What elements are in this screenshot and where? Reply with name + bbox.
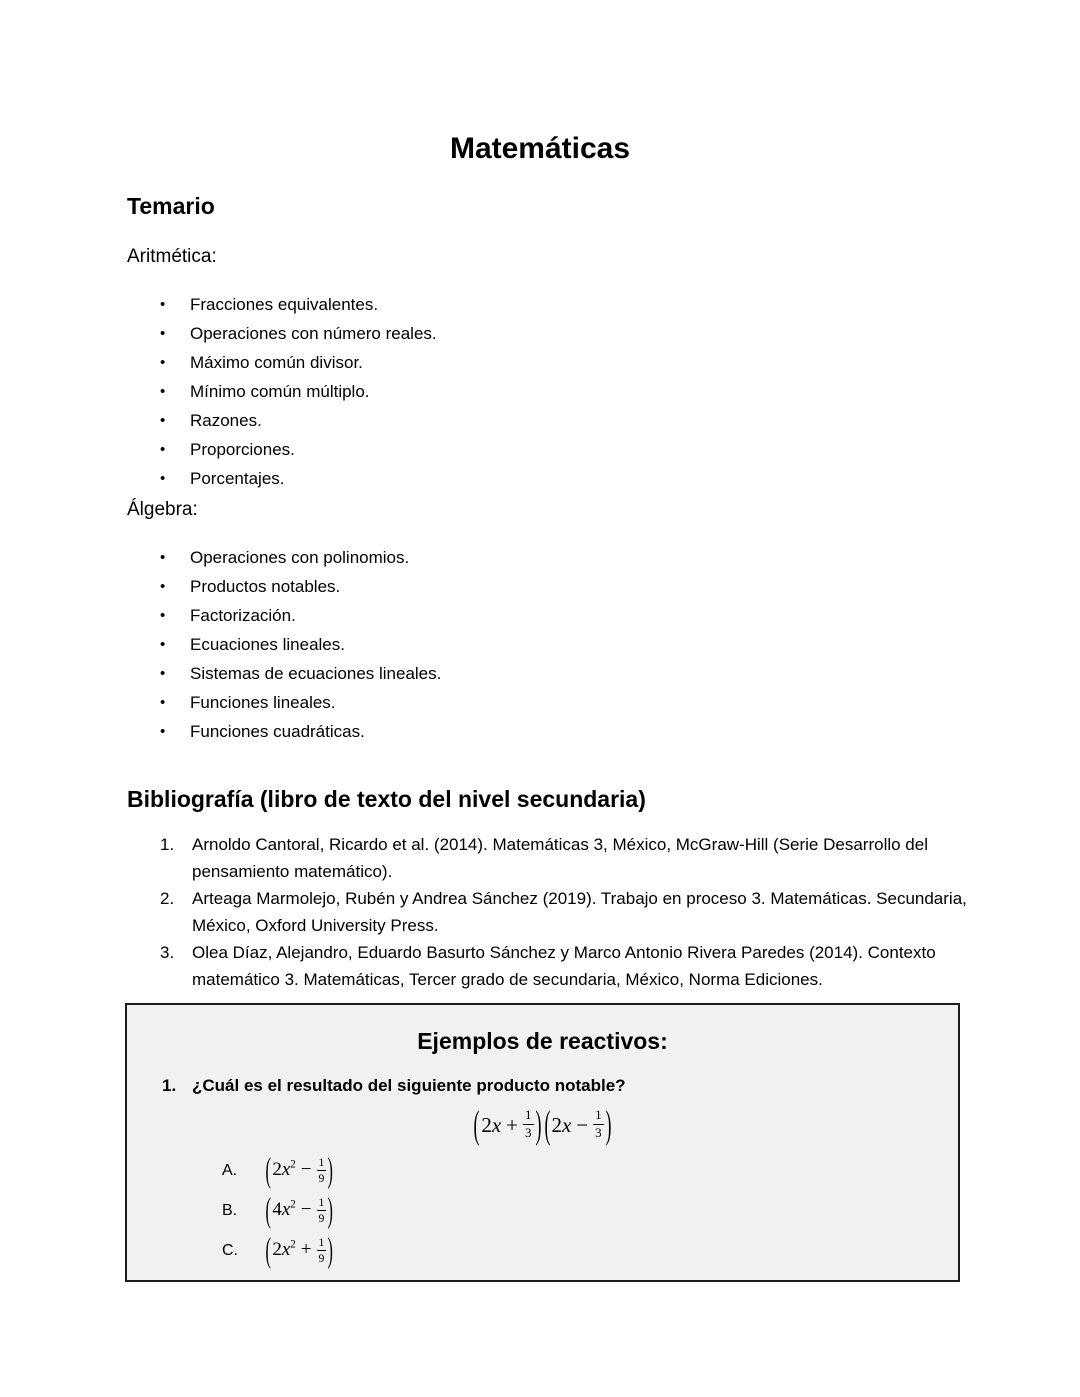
question-row xyxy=(162,1075,958,1097)
bullet-icon: • xyxy=(160,723,166,740)
bullet-icon: • xyxy=(160,383,166,400)
question-text: ¿Cuál es el resultado del siguiente producto notable? xyxy=(192,1076,626,1095)
fraction-denominator: 9 xyxy=(318,1251,325,1265)
variable: x xyxy=(491,1112,502,1137)
list-item-label: Máximo común divisor. xyxy=(190,353,363,372)
list-item-label: Funciones lineales. xyxy=(190,693,336,712)
exponent: 2 xyxy=(290,1199,296,1212)
variable: x xyxy=(562,1112,572,1137)
operator: − xyxy=(576,1112,589,1137)
fraction xyxy=(317,1156,327,1185)
temario-heading: Temario xyxy=(127,193,215,219)
bullet-icon: • xyxy=(160,412,166,429)
ejemplos-box xyxy=(125,1003,960,1282)
bibliography-item xyxy=(127,939,972,993)
exponent: 2 xyxy=(290,1239,296,1252)
bibliography-text: Arteaga Marmolejo, Rubén y Andrea Sánchez (2019). Trabajo en proceso 3. Matemáticas. Secundaria, México, Oxford University Press. xyxy=(192,889,967,935)
left-paren-glyph: ( xyxy=(265,1191,271,1231)
operator: + xyxy=(506,1112,518,1137)
coefficient: 4 xyxy=(272,1199,282,1221)
product-formula xyxy=(127,1099,958,1151)
list-item xyxy=(127,406,965,435)
option-formula xyxy=(264,1191,335,1231)
operator: − xyxy=(300,1159,312,1181)
list-item xyxy=(127,319,965,348)
fraction-denominator: 9 xyxy=(318,1211,325,1225)
list-item-label: Operaciones con polinomios. xyxy=(190,548,410,567)
option-c xyxy=(222,1231,958,1271)
item-number: 3. xyxy=(160,943,175,962)
fraction-denominator: 3 xyxy=(524,1124,532,1140)
list-item-label: Porcentajes. xyxy=(190,469,285,488)
option-label: A. xyxy=(222,1162,238,1179)
left-paren-glyph: ( xyxy=(473,1101,480,1147)
bullet-icon: • xyxy=(160,578,166,595)
list-item xyxy=(127,377,965,406)
list-item-label: Operaciones con número reales. xyxy=(190,324,437,343)
list-item xyxy=(127,688,965,717)
right-paren-glyph: ) xyxy=(535,1101,541,1147)
coefficient: 2 xyxy=(481,1112,492,1137)
document-content xyxy=(127,193,965,1282)
option-a xyxy=(222,1151,958,1191)
list-item xyxy=(127,572,965,601)
list-item-label: Productos notables. xyxy=(190,577,341,596)
bibliografia-heading: Bibliografía (libro de texto del nivel secundaria) xyxy=(127,786,646,812)
right-paren-glyph: ) xyxy=(327,1151,334,1191)
list-item-label: Fracciones equivalentes. xyxy=(190,295,379,314)
fraction-numerator: 1 xyxy=(317,1196,327,1211)
list-item-label: Ecuaciones lineales. xyxy=(190,635,345,654)
bullet-icon: • xyxy=(160,665,166,682)
list-item xyxy=(127,543,965,572)
topic-group-label-algebra: Álgebra: xyxy=(127,499,198,520)
bullet-icon: • xyxy=(160,636,166,653)
item-number: 2. xyxy=(160,889,175,908)
fraction xyxy=(593,1108,604,1140)
list-item xyxy=(127,717,965,746)
list-item-label: Factorización. xyxy=(190,606,296,625)
fraction-numerator: 1 xyxy=(317,1236,327,1251)
left-paren-glyph: ( xyxy=(265,1151,271,1191)
operator: + xyxy=(300,1239,312,1261)
bullet-icon: • xyxy=(160,441,166,458)
option-formula xyxy=(264,1151,335,1191)
list-item xyxy=(127,435,965,464)
variable: x xyxy=(281,1159,291,1181)
aritmetica-topic-list xyxy=(127,290,965,493)
answer-options xyxy=(222,1151,958,1271)
list-item-label: Sistemas de ecuaciones lineales. xyxy=(190,664,442,683)
algebra-topic-list xyxy=(127,543,965,746)
ejemplos-heading: Ejemplos de reactivos: xyxy=(417,1028,668,1054)
bibliography-list xyxy=(127,831,965,993)
coefficient: 2 xyxy=(272,1239,282,1261)
list-item xyxy=(127,348,965,377)
list-item-label: Proporciones. xyxy=(190,440,295,459)
list-item xyxy=(127,630,965,659)
bibliography-item xyxy=(127,831,972,885)
left-paren-glyph: ( xyxy=(265,1231,271,1271)
item-number: 1. xyxy=(160,835,175,854)
right-paren-glyph: ) xyxy=(605,1101,612,1147)
bibliography-text: Olea Díaz, Alejandro, Eduardo Basurto Sánchez y Marco Antonio Rivera Paredes (2014). Contexto matemático 3. Matemáticas, Tercer grado de secundaria, México, Norma Ediciones. xyxy=(192,943,936,989)
list-item xyxy=(127,290,965,319)
list-item-label: Mínimo común múltiplo. xyxy=(190,382,370,401)
fraction xyxy=(317,1236,327,1265)
right-paren-glyph: ) xyxy=(327,1191,334,1231)
fraction xyxy=(523,1108,534,1140)
topic-group-label-aritmetica: Aritmética: xyxy=(127,246,217,267)
list-item xyxy=(127,601,965,630)
coefficient: 2 xyxy=(551,1112,562,1137)
fraction-numerator: 1 xyxy=(317,1156,327,1171)
fraction xyxy=(317,1196,327,1225)
option-label: C. xyxy=(222,1242,238,1259)
operator: − xyxy=(300,1199,312,1221)
bullet-icon: • xyxy=(160,325,166,342)
variable: x xyxy=(281,1239,291,1261)
fraction-denominator: 3 xyxy=(595,1124,602,1140)
question-number: 1. xyxy=(162,1076,177,1095)
bullet-icon: • xyxy=(160,470,166,487)
option-formula xyxy=(264,1231,335,1271)
coefficient: 2 xyxy=(272,1159,282,1181)
list-item xyxy=(127,659,965,688)
fraction-denominator: 9 xyxy=(318,1171,325,1185)
fraction-numerator: 1 xyxy=(523,1108,534,1125)
right-paren-glyph: ) xyxy=(327,1231,334,1271)
bullet-icon: • xyxy=(160,607,166,624)
bullet-icon: • xyxy=(160,694,166,711)
bullet-icon: • xyxy=(160,549,166,566)
option-b xyxy=(222,1191,958,1231)
left-paren-glyph: ( xyxy=(544,1101,550,1147)
bibliography-text: Arnoldo Cantoral, Ricardo et al. (2014). Matemáticas 3, México, McGraw-Hill (Serie Desarrollo del pensamiento matemático). xyxy=(192,835,928,881)
list-item-label: Funciones cuadráticas. xyxy=(190,722,365,741)
list-item-label: Razones. xyxy=(190,411,262,430)
bibliography-item xyxy=(127,885,972,939)
fraction-numerator: 1 xyxy=(593,1108,604,1125)
variable: x xyxy=(281,1199,291,1221)
option-label: B. xyxy=(222,1202,238,1219)
bullet-icon: • xyxy=(160,354,166,371)
bullet-icon: • xyxy=(160,296,166,313)
exponent: 2 xyxy=(290,1159,296,1172)
page-title: Matemáticas xyxy=(449,132,631,165)
list-item xyxy=(127,464,965,493)
